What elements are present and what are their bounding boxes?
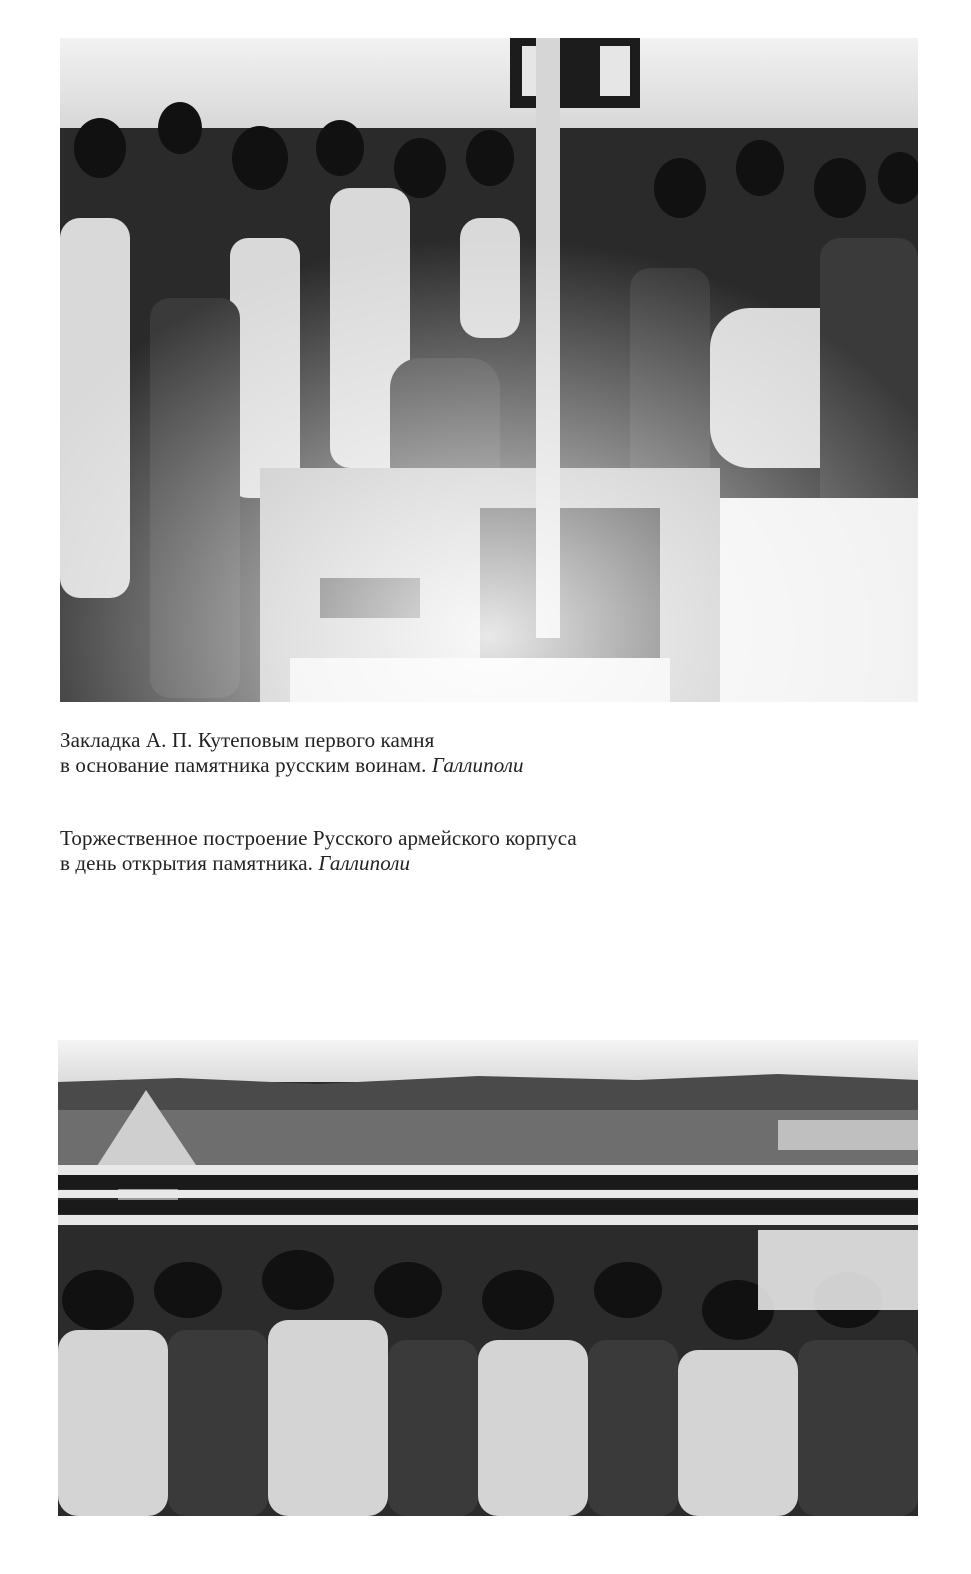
caption-parade-line-1: Торжественное построение Русского армейского корпуса — [60, 826, 577, 850]
caption-stone-laying-text: в основание памятника русским воинам. — [60, 753, 427, 777]
caption-parade-place: Галлиполи — [318, 851, 411, 875]
photo-stone-laying — [60, 38, 918, 702]
photo-parade — [58, 1040, 918, 1516]
caption-parade-text: в день открытия памятника. — [60, 851, 313, 875]
caption-parade-line-2 — [60, 851, 920, 876]
photo-stone-laying-image — [60, 38, 918, 702]
caption-stone-laying-place: Галлиполи — [431, 753, 524, 777]
caption-stone-laying-line-2 — [60, 753, 920, 778]
caption-stone-laying — [60, 728, 920, 778]
caption-stone-laying-line-1: Закладка А. П. Кутеповым первого камня — [60, 728, 435, 752]
caption-parade — [60, 826, 920, 876]
photo-parade-image — [58, 1040, 918, 1516]
